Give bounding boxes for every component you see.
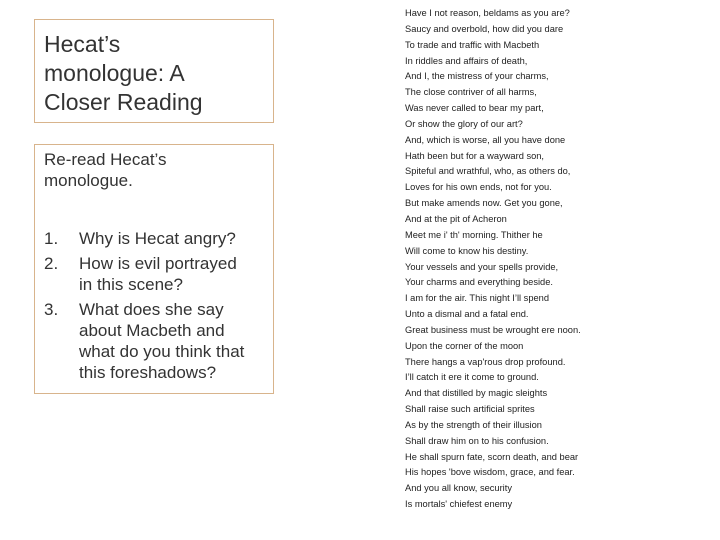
poem-line: As by the strength of their illusion [405,419,542,430]
poem-line: Was never called to bear my part, [405,103,544,114]
poem-line: I am for the air. This night I’ll spend [405,293,550,304]
poem-line: I’ll catch it ere it come to ground. [405,372,539,383]
intro-line: Re-read Hecat’s [44,150,167,169]
poem-line: Shall raise such artificial sprites [405,404,535,415]
poem-line: Shall draw him on to his confusion. [405,435,549,446]
poem-line: And, which is worse, all you have done [405,134,566,145]
poem-line: Or show the glory of our art? [405,118,523,129]
title-line: Closer Reading [44,89,203,115]
question-item [44,228,265,249]
poem-line: Meet me i' th' morning. Thither he [405,229,543,240]
poem-line: To trade and traffic with Macbeth [405,39,540,50]
question-number: 3. [44,300,59,319]
poem-line: There hangs a vap'rous drop profound. [405,356,566,367]
question-text-line: what do you think that [79,342,245,361]
slide-title [44,30,265,117]
poem-line: Will come to know his destiny. [405,245,529,256]
question-text-line: about Macbeth and [79,321,225,340]
question-text-line: Why is Hecat angry? [79,229,236,248]
poem-line: Spiteful and wrathful, who, as others do, [405,166,571,177]
question-text-line: in this scene? [79,275,183,294]
poem-line: And at the pit of Acheron [405,213,507,224]
poem-line: Saucy and overbold, how did you dare [405,23,564,34]
poem-line: Your charms and everything beside. [405,277,553,288]
questions-box [34,144,274,394]
poem-line: In riddles and affairs of death, [405,55,528,66]
question-number: 2. [44,254,59,273]
title-box [34,19,274,123]
poem-line: Loves for his own ends, not for you. [405,182,552,193]
poem-line: Hath been but for a wayward son, [405,150,545,161]
intro-line: monologue. [44,171,133,190]
intro-text [44,149,265,191]
poem-line: Have I not reason, beldams as you are? [405,8,570,18]
poem-line: Is mortals' chiefest enemy [405,499,513,510]
question-text-line: this foreshadows? [79,363,217,382]
poem-line: And I, the mistress of your charms, [405,71,549,82]
poem-line: Upon the corner of the moon [405,340,524,351]
question-text-line: What does she say [79,300,224,319]
title-line: monologue: A [44,60,185,86]
poem-line: Your vessels and your spells provide, [405,261,559,272]
poem-line: He shall spurn fate, scorn death, and bear [405,451,579,462]
poem-line: His hopes 'bove wisdom, grace, and fear. [405,467,575,478]
question-item [44,299,265,383]
poem-line: And you all know, security [405,483,512,494]
poem-line: Great business must be wrought ere noon. [405,324,581,335]
question-text-line: How is evil portrayed [79,254,237,273]
question-number: 1. [44,229,59,248]
question-item [44,253,265,295]
question-list [44,228,265,383]
poem-line: And that distilled by magic sleights [405,388,548,399]
title-line: Hecat’s [44,31,121,57]
poem-line: Unto a dismal and a fatal end. [405,309,529,320]
monologue-text [405,6,715,513]
poem-line: But make amends now. Get you gone, [405,198,563,209]
poem-line: The close contriver of all harms, [405,87,537,98]
